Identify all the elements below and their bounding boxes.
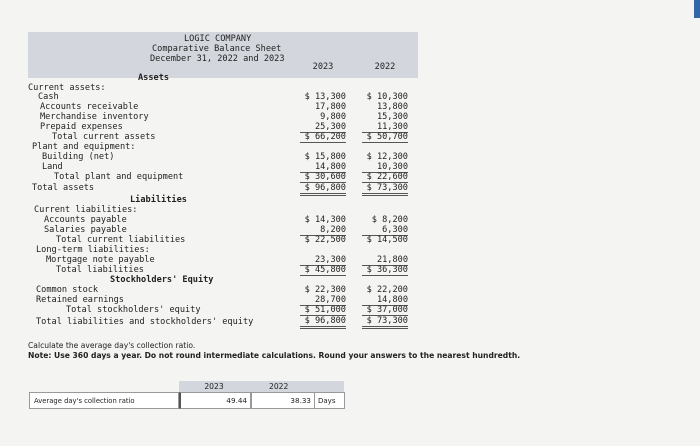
value-2023: $ 22,300 — [304, 285, 346, 295]
row-label: Mortgage note payable — [46, 255, 155, 265]
value-2022: $ 10,300 — [366, 92, 408, 102]
value-2023: $ 15,800 — [304, 152, 346, 162]
value-2023: $ 45,800 — [300, 265, 346, 276]
value-2022: $ 12,300 — [366, 152, 408, 162]
value-2022: $ 37,000 — [362, 305, 408, 316]
row-label: Accounts receivable — [40, 102, 139, 112]
value-2023: 14,800 — [300, 162, 346, 173]
value-2023: $ 14,300 — [304, 215, 346, 225]
value-2022: $ 73,300 — [362, 316, 408, 329]
value-2022: $ 22,200 — [366, 285, 408, 295]
value-2022: $ 14,500 — [366, 235, 408, 245]
row-label: Long-term liabilities: — [36, 245, 150, 255]
value-2023: 17,800 — [314, 102, 346, 112]
value-2022: 11,300 — [362, 122, 408, 133]
equity-heading: Stockholders' Equity — [110, 275, 214, 285]
row-label: Plant and equipment: — [32, 142, 136, 152]
answer-header-2022: 2022 — [249, 381, 344, 392]
corner-marker — [694, 0, 700, 18]
value-2022: $ 36,300 — [362, 265, 408, 276]
row-label: Salaries payable — [44, 225, 127, 235]
row-label: Building (net) — [42, 152, 115, 162]
answer-row-label: Average day's collection ratio — [29, 392, 179, 409]
row-label: Total liabilities — [56, 265, 144, 275]
value-2023: 25,300 — [300, 122, 346, 133]
row-label: Cash — [38, 92, 59, 102]
row-label: Accounts payable — [44, 215, 127, 225]
value-2023: $ 30,600 — [300, 172, 346, 183]
row-label: Current liabilities: — [34, 205, 138, 215]
value-2022: 6,300 — [362, 225, 408, 236]
value-2022: $ 50,700 — [362, 132, 408, 143]
row-label: Total assets — [32, 183, 95, 193]
row-label: Total plant and equipment — [54, 172, 184, 182]
instruction-text: Calculate the average day's collection ratio. — [28, 341, 196, 350]
value-2022: 14,800 — [362, 295, 408, 306]
value-2023: $ 96,800 — [300, 183, 346, 196]
value-2023: $ 66,200 — [300, 132, 346, 143]
statement-date: December 31, 2022 and 2023 — [150, 54, 285, 64]
answer-header-2023: 2023 — [179, 381, 249, 392]
comparative-balance-sheet — [28, 32, 418, 332]
instructions — [28, 341, 668, 361]
value-2022: $ 22,600 — [362, 172, 408, 183]
row-label: Merchandise inventory — [40, 112, 149, 122]
value-2023: $ 13,300 — [304, 92, 346, 102]
value-2022: 10,300 — [362, 162, 408, 173]
value-2023: 28,700 — [300, 295, 346, 306]
liabilities-heading: Liabilities — [130, 195, 187, 205]
value-2022: 13,800 — [376, 102, 408, 112]
value-2023: 8,200 — [300, 225, 346, 236]
column-header-2022: 2022 — [362, 62, 408, 72]
answer-table — [29, 381, 344, 409]
instruction-note: Note: Use 360 days a year. Do not round intermediate calculations. Round your answers to the nearest hundredth. — [28, 351, 521, 360]
value-2023: $ 51,000 — [300, 305, 346, 316]
value-2023: 9,800 — [320, 112, 346, 122]
value-2022: 15,300 — [376, 112, 408, 122]
company-name: LOGIC COMPANY — [184, 34, 252, 44]
row-label: Total current liabilities — [56, 235, 186, 245]
row-label: Total current assets — [52, 132, 156, 142]
row-label: Retained earnings — [36, 295, 124, 305]
value-2023: $ 96,800 — [300, 316, 346, 329]
value-2022: $ 73,300 — [362, 183, 408, 196]
row-label: Common stock — [36, 285, 99, 295]
answer-unit: Days — [315, 392, 345, 409]
statement-title: Comparative Balance Sheet — [152, 44, 282, 54]
column-header-2023: 2023 — [300, 62, 346, 72]
answer-input-2023[interactable]: 49.44 — [179, 392, 251, 409]
row-label: Current assets: — [28, 83, 106, 93]
row-label: Land — [42, 162, 63, 172]
row-label: Total stockholders' equity — [66, 305, 201, 315]
answer-input-2022[interactable]: 38.33 — [251, 392, 315, 409]
value-2022: $ 8,200 — [371, 215, 408, 225]
assets-heading: Assets — [138, 73, 170, 83]
value-2023: 23,300 — [300, 255, 346, 266]
row-label: Prepaid expenses — [40, 122, 123, 132]
row-label: Total liabilities and stockholders' equity — [36, 317, 254, 327]
value-2022: 21,800 — [362, 255, 408, 266]
value-2023: $ 22,500 — [304, 235, 346, 245]
